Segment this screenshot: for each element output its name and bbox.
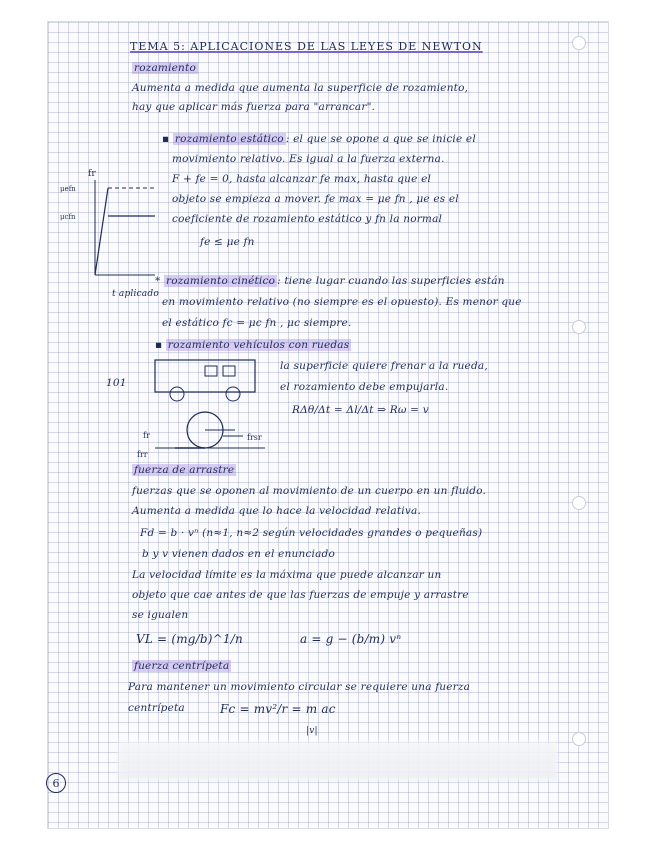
punch-hole: [572, 320, 586, 334]
formula: VL = (mg/b)^1/n: [136, 632, 243, 646]
text-line: Aumenta a medida que lo hace la velocidad relativa.: [132, 505, 421, 517]
punch-hole: [572, 36, 586, 50]
text-line: Fd = b · vⁿ (n≈1, n≈2 según velocidades grandes o pequeñas): [140, 527, 483, 539]
text-line: coeficiente de rozamiento estático y fn la normal: [172, 213, 443, 225]
page-number: 6: [46, 773, 66, 793]
text-line: la superficie quiere frenar a la rueda,: [280, 360, 488, 372]
side-note: |v|: [306, 726, 318, 736]
graph-x-label: t aplicado: [112, 289, 159, 299]
text-line: objeto que cae antes de que las fuerzas de empuje y arrastre: [132, 589, 469, 601]
force-label: frr: [137, 450, 148, 459]
text-line: objeto se empieza a mover. fe max = μe fn , μe es el: [172, 193, 459, 205]
punch-hole: [572, 732, 586, 746]
section-heading: rozamiento: [134, 62, 196, 74]
blurred-region: [118, 742, 558, 780]
text-line: ▪ rozamiento vehículos con ruedas: [155, 339, 350, 351]
formula: a = g − (b/m) vⁿ: [300, 632, 402, 646]
text-line: fuerzas que se oponen al movimiento de un cuerpo en un fluido.: [132, 485, 487, 497]
graph-level-label: μcfn: [60, 213, 76, 221]
side-note: 101: [106, 377, 127, 389]
graph-y-label: fr: [88, 169, 96, 179]
text-line: * rozamiento cinético : tiene lugar cuando las superficies están: [155, 275, 505, 287]
text-line: el rozamiento debe empujarla.: [280, 381, 449, 393]
text-line: Para mantener un movimiento circular se requiere una fuerza: [128, 681, 471, 693]
text-line: el estático fc = μc fn , μc siempre.: [162, 317, 352, 329]
text-line: centrípeta: [128, 702, 185, 714]
text-line: fe ≤ μe fn: [200, 236, 255, 248]
text-line: movimiento relativo. Es igual a la fuerza externa.: [172, 153, 445, 165]
text-line: F + fe = 0, hasta alcanzar fe max, hasta que el: [172, 173, 432, 185]
punch-hole: [572, 496, 586, 510]
section-heading: fuerza de arrastre: [134, 464, 235, 476]
formula: Fc = mv²/r = m ac: [220, 702, 336, 716]
text-line: ▪ rozamiento estático : el que se opone a que se inicie el: [162, 133, 476, 145]
force-label: fr: [143, 431, 150, 440]
graph-level-label: μefn: [60, 185, 76, 193]
page-title: TEMA 5: APLICACIONES DE LAS LEYES DE NEWTON: [130, 40, 483, 53]
force-label: frsr: [247, 433, 262, 442]
text-line: se igualen: [132, 609, 189, 621]
section-heading: fuerza centrípeta: [134, 660, 230, 672]
text-line: hay que aplicar más fuerza para "arrancar".: [132, 101, 376, 113]
text-line: b y v vienen dados en el enunciado: [142, 548, 335, 560]
friction-graph: [60, 160, 160, 290]
car-wheel-diagram: [135, 352, 285, 462]
text-line: RΔθ/Δt = Δl/Δt ⇒ Rω = v: [292, 404, 429, 416]
text-line: La velocidad límite es la máxima que puede alcanzar un: [132, 569, 442, 581]
text-line: en movimiento relativo (no siempre es el opuesto). Es menor que: [162, 296, 522, 308]
text-line: Aumenta a medida que aumenta la superficie de rozamiento,: [132, 82, 469, 94]
